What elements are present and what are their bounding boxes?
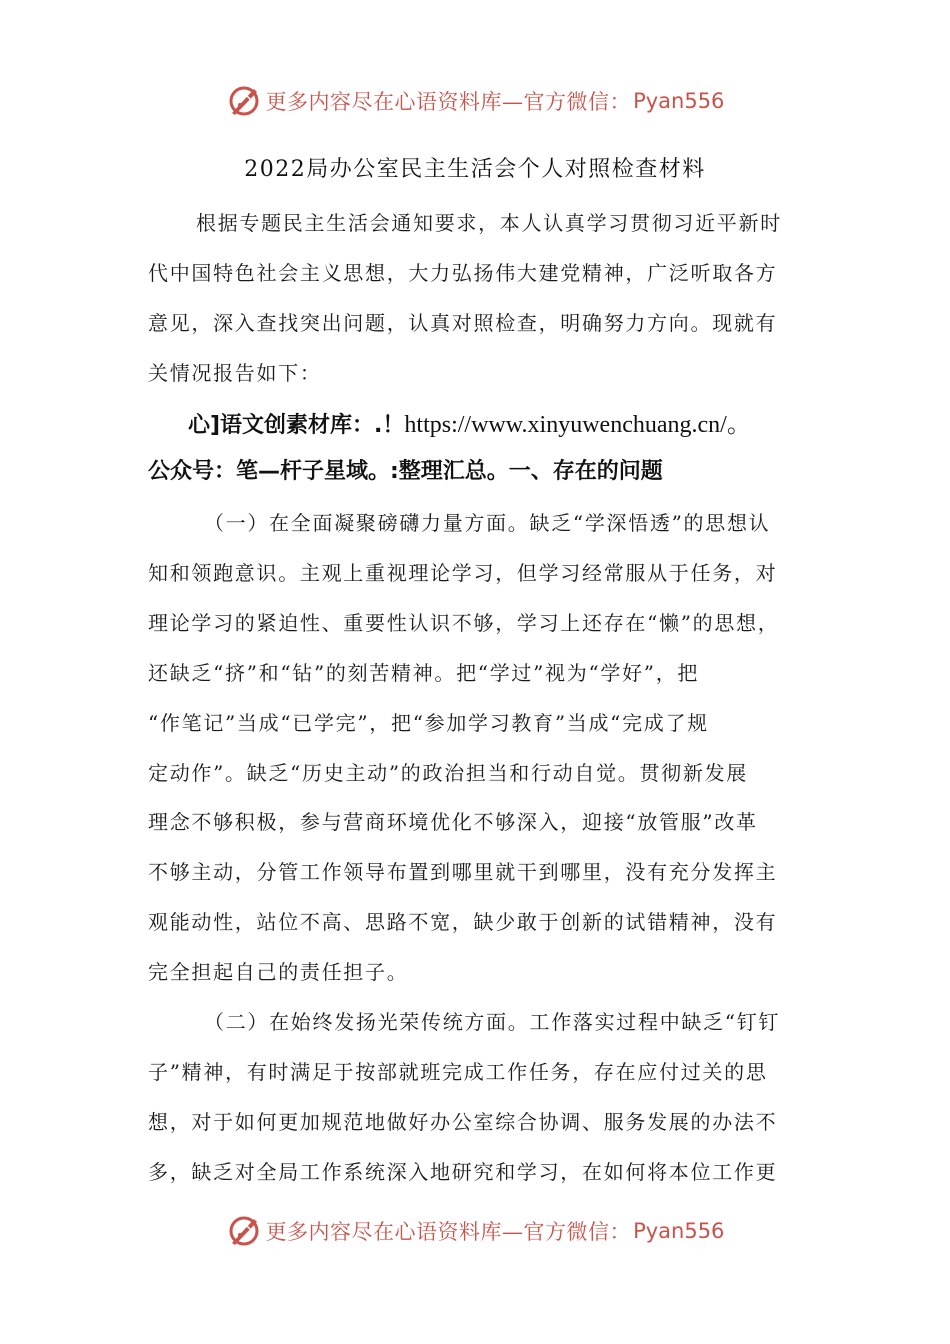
footer-banner-text: 更多内容尽在心语资料库—官方微信：: [265, 1220, 632, 1244]
section1-line-9: 观能动性，站位不高、思路不宽，缺少敢于创新的试错精神，没有: [148, 910, 778, 934]
section1-line-3: 理论学习的紧迫性、重要性认识不够，学习上还存在“懒”的思想，: [148, 611, 780, 635]
section1-line-8: 不够主动，分管工作领导布置到哪里就干到哪里，没有充分发挥主: [148, 860, 778, 884]
section1-line-7: 理念不够积极，参与营商环境优化不够深入，迎接“放管服”改革: [148, 810, 758, 834]
header-wechat-id: Pyan556: [633, 89, 725, 113]
footer-wechat-id: Pyan556: [633, 1219, 725, 1243]
section2-line-2: 子”精神，有时满足于按部就班完成工作任务，存在应付过关的思: [148, 1060, 768, 1084]
document-title: 2022局办公室民主生活会个人对照检查材料: [244, 157, 706, 182]
header-banner-text: 更多内容尽在心语资料库—官方微信：: [265, 90, 632, 114]
section1-line-4: 还缺乏“挤”和“钻”的刻苦精神。把“学过”视为“学好”，把: [148, 661, 700, 685]
notice-line-1: [188, 404, 751, 439]
intro-line-4: 关情况报告如下：: [148, 361, 322, 385]
section2-line-1: （二）在始终发扬光荣传统方面。工作落实过程中缺乏“钉钉: [204, 1010, 781, 1034]
section2-line-3: 想，对于如何更加规范地做好办公室综合协调、服务发展的办法不: [148, 1110, 778, 1134]
quill-seal-logo-icon: [226, 83, 262, 119]
quill-seal-logo-icon: [226, 1213, 262, 1249]
section1-line-2: 知和领跑意识。主观上重视理论学习，但学习经常服从于任务，对: [148, 561, 778, 585]
section1-line-6: 定动作”。缺乏“历史主动”的政治担当和行动自觉。贯彻新发展: [148, 761, 748, 785]
footer-banner: [0, 1208, 950, 1254]
notice-prefix: 心]语文创素材库：.！: [188, 413, 405, 438]
notice-line-2: 公众号：笔—杆子星域。:整理汇总。一、存在的问题: [148, 459, 663, 484]
intro-line-2: 代中国特色社会主义思想，大力弘扬伟大建党精神，广泛听取各方: [148, 261, 778, 285]
header-banner: [0, 78, 950, 124]
section1-line-5: “作笔记”当成“已学完”，把“参加学习教育”当成“完成了规: [148, 711, 709, 735]
section1-line-10: 完全担起自己的责任担子。: [148, 960, 409, 984]
section2-line-4: 多，缺乏对全局工作系统深入地研究和学习，在如何将本位工作更: [148, 1160, 778, 1184]
section1-line-1: （一）在全面凝聚磅礴力量方面。缺乏“学深悟透”的思想认: [204, 511, 771, 535]
notice-url[interactable]: https://www.xinyuwenchuang.cn/。: [404, 412, 751, 438]
intro-line-1: 根据专题民主生活会通知要求，本人认真学习贯彻习近平新时: [196, 211, 782, 235]
intro-line-3: 意见，深入查找突出问题，认真对照检查，明确努力方向。现就有: [148, 311, 778, 335]
